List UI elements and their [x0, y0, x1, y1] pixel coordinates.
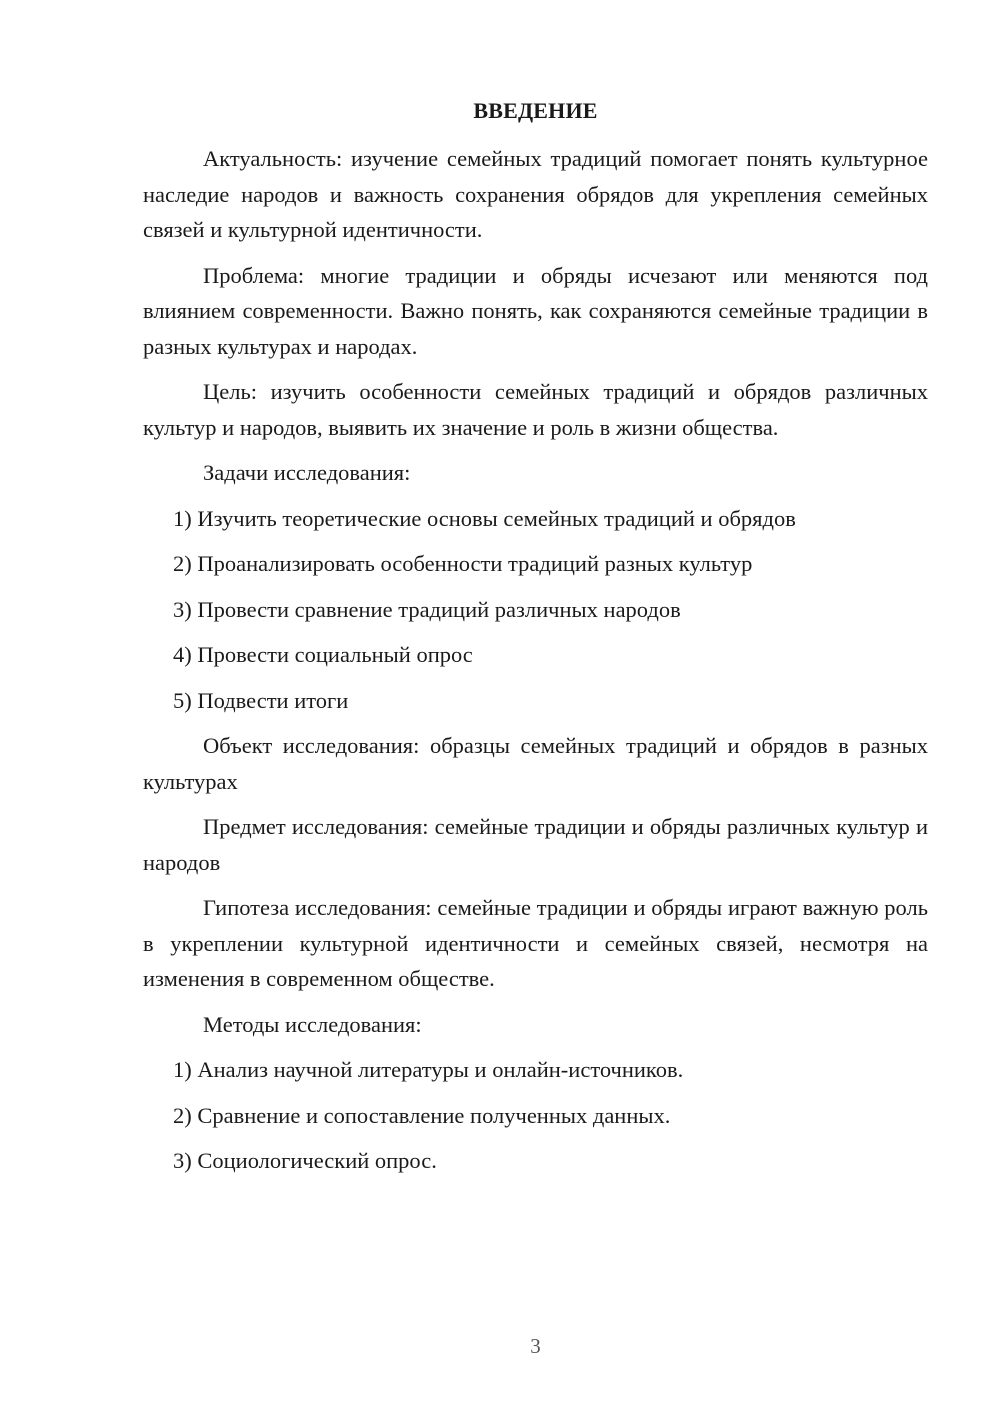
body-text	[143, 141, 928, 1189]
paragraph-subject: Предмет исследования: семейные традиции и обряды различных культур и народов	[143, 814, 928, 875]
task-item-4: 4) Провести социальный опрос	[173, 642, 473, 667]
task-item-1: 1) Изучить теоретические основы семейных традиций и обрядов	[173, 505, 796, 531]
methods-title: Методы исследования:	[203, 1011, 422, 1037]
method-item-1: 1) Анализ научной литературы и онлайн-источников.	[173, 1057, 684, 1082]
method-item-3: 3) Социологический опрос.	[173, 1148, 437, 1173]
page-number: 3	[530, 1334, 541, 1358]
page-title: ВВЕДЕНИЕ	[473, 98, 598, 123]
task-item-2: 2) Проанализировать особенности традиций разных культур	[173, 551, 753, 576]
method-item-2: 2) Сравнение и сопоставление полученных данных.	[173, 1102, 671, 1128]
paragraph-goal: Цель: изучить особенности семейных традиций и обрядов различных культур и народов, выявить их значение и роль в жизни общества.	[143, 379, 928, 440]
paragraph-object: Объект исследования: образцы семейных традиций и обрядов в разных культурах	[143, 733, 928, 794]
document-page	[143, 0, 928, 1414]
paragraph-hypothesis: Гипотеза исследования: семейные традиции и обряды играют важную роль в укреплении культурной идентичности и семейных связей, несмотря на изменения в современном обществе.	[143, 895, 928, 991]
tasks-title: Задачи исследования:	[203, 460, 411, 485]
task-item-5: 5) Подвести итоги	[173, 687, 349, 713]
paragraph-problem: Проблема: многие традиции и обряды исчезают или меняются под влиянием современности. Важно понять, как сохраняются семейные традиции в разных культурах и народах.	[143, 262, 928, 359]
task-item-3: 3) Провести сравнение традиций различных народов	[173, 596, 681, 622]
paragraph-relevance: Актуальность: изучение семейных традиций помогает понять культурное наследие народов и важность сохранения обрядов для укрепления семейных связей и культурной идентичности.	[143, 146, 928, 242]
